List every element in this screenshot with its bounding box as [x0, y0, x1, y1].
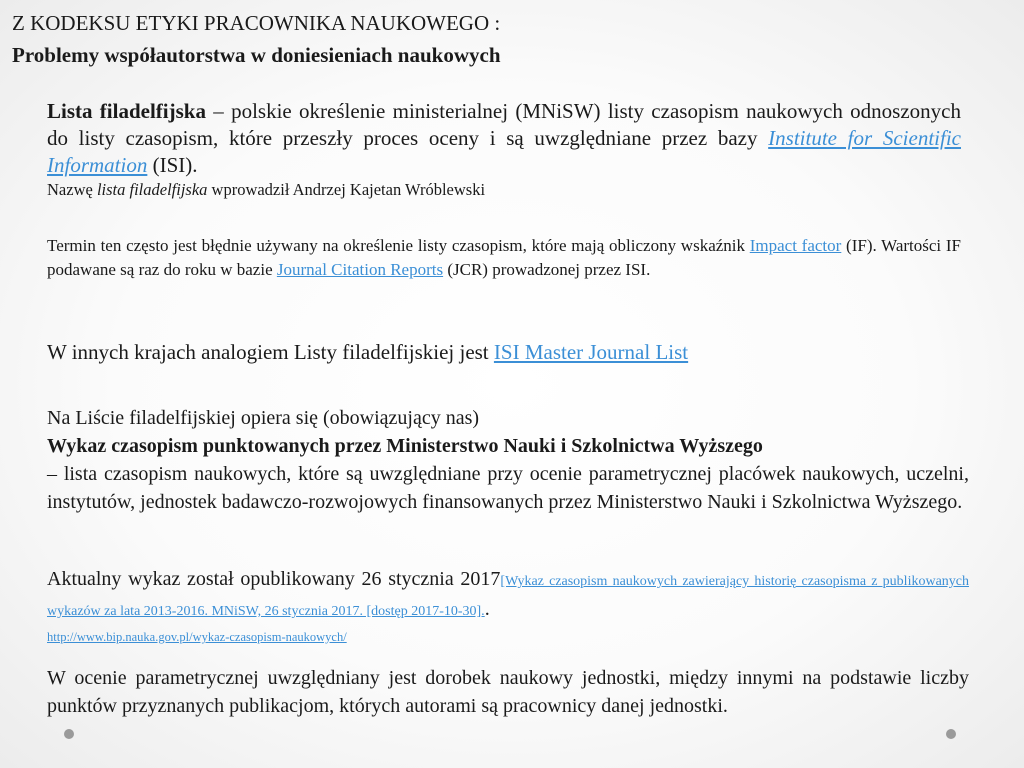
- link-isi[interactable]: Institute for Scientific Information: [47, 126, 961, 177]
- definition-suffix: (ISI).: [147, 153, 198, 177]
- paragraph-lista-filadelfijska: [47, 98, 961, 201]
- link-isi-master-journal-list[interactable]: ISI Master Journal List: [493, 340, 689, 364]
- paragraph-ocena: W ocenie parametrycznej uwzględniany jest dorobek naukowy jednostki, między innymi na podstawie liczby punktów przyznanych publikacjom, których autorami są pracownicy danej jednostki.: [47, 667, 969, 717]
- wykaz-intro: Na Liście filadelfijskiej opiera się (obowiązujący nas): [47, 407, 480, 429]
- paragraph-master-list: W innych krajach analogiem Listy filadelfijskiej jest ISI Master Journal List: [47, 340, 689, 364]
- paragraph-publication: Aktualny wykaz został opublikowany 26 stycznia 2017[Wykaz czasopism naukowych zawierający historię czasopisma z publikowanych wykazów za lata 2013-2016. MNiSW, 26 stycznia 2017. [dostęp 2017-10-30].. http://www.bip.nauka.gov.pl/wykaz-czasopism-naukowych/: [47, 564, 969, 650]
- author-note: Nazwę lista filadelfijska wprowadził Andrzej Kajetan Wróblewski: [47, 180, 486, 199]
- bullet-dot-icon: [64, 729, 74, 739]
- definition-text: – polskie określenie ministerialnej (MNiSW) listy czasopism naukowych odnoszonych do listy czasopism, które przeszły proces oceny i są uwzględniane przez bazy: [47, 99, 961, 150]
- link-journal-citation-reports[interactable]: Journal Citation Reports: [276, 260, 444, 279]
- link-impact-factor[interactable]: Impact factor: [749, 236, 842, 255]
- term-lista-filadelfijska: Lista filadelfijska: [47, 99, 206, 123]
- paragraph-impact-factor: Termin ten często jest błędnie używany na określenie listy czasopism, które mają obliczony wskaźnik Impact factor (IF). Wartości IF podawane są raz do roku w bazie Journal Citation Reports (JCR) prowadzonej przez ISI.: [47, 236, 961, 279]
- slide-title: Z KODEKSU ETYKI PRACOWNIKA NAUKOWEGO :: [12, 11, 501, 35]
- slide-subtitle: Problemy współautorstwa w doniesieniach naukowych: [12, 43, 501, 67]
- link-bip-url[interactable]: http://www.bip.nauka.gov.pl/wykaz-czasopism-naukowych/: [47, 630, 347, 644]
- paragraph-wykaz: [47, 404, 969, 516]
- nav-dot-icon: [946, 729, 956, 739]
- link-wykaz-reference[interactable]: [Wykaz czasopism naukowych zawierający historię czasopisma z publikowanych wykazów za lata 2013-2016. MNiSW, 26 stycznia 2017. [dostęp 2017-10-30].: [47, 574, 969, 619]
- wykaz-title: Wykaz czasopism punktowanych przez Ministerstwo Nauki i Szkolnictwa Wyższego: [47, 435, 763, 457]
- wykaz-description: – lista czasopism naukowych, które są uwzględniane przy ocenie parametrycznej placówek naukowych, uczelni, instytutów, jednostek badawczo-rozwojowych finansowanych przez Ministerstwo Nauki i Szkolnictwa Wyższego.: [47, 463, 969, 513]
